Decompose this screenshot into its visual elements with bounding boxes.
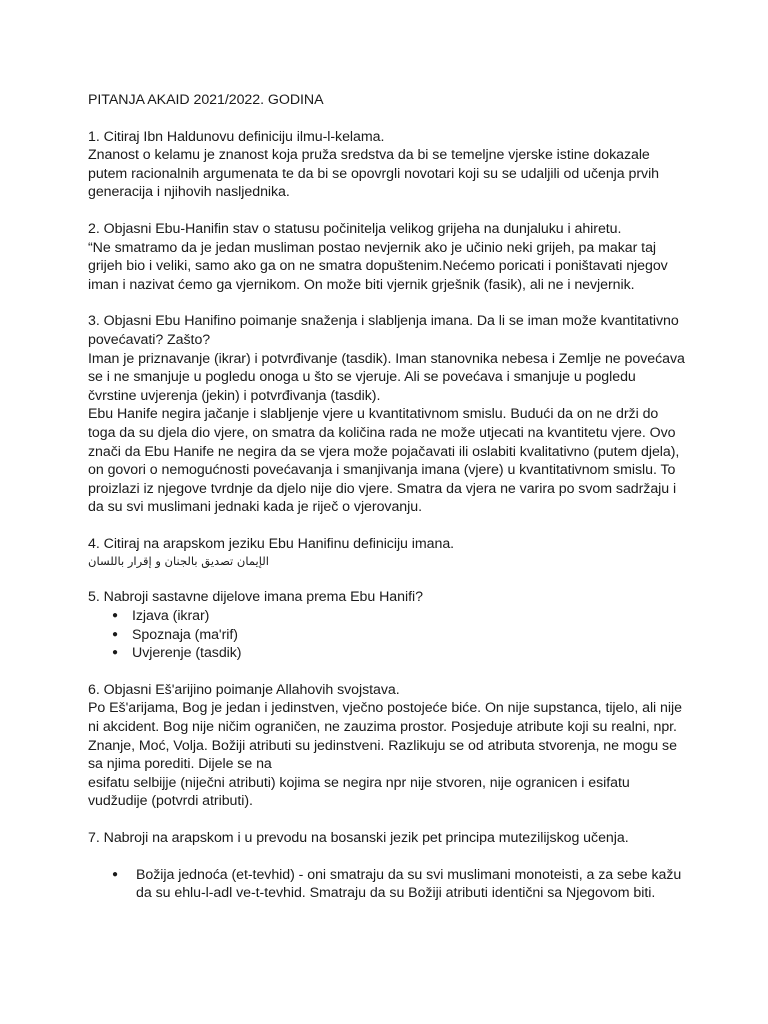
list-item-label: Božija jednoća (et-tevhid) - oni smatraju da su svi muslimani monoteisti, a za sebe kažu da su ehlu-l-adl ve-t-tevhid. Smatraju da su Božiji atributi identični sa Njegovom biti. xyxy=(136,866,682,902)
list-item xyxy=(112,866,688,903)
question-4 xyxy=(88,535,688,571)
document-title: PITANJA AKAID 2021/2022. GODINA xyxy=(88,92,324,108)
question-2 xyxy=(88,220,688,294)
list-item xyxy=(112,607,688,626)
question-5 xyxy=(88,588,688,662)
answer-6-paragraph-2: esifatu selbijje (niječni atributi) kojima se negira npr nije stvoren, nije ogranicen i esifatu vudžudije (potvrdi atributi). xyxy=(88,774,630,810)
list-item-label: Izjava (ikrar) xyxy=(132,608,210,625)
list-item xyxy=(112,644,688,663)
question-5-text: 5. Nabroji sastavne dijelove imana prema Ebu Hanifi? xyxy=(88,589,423,606)
answer-2-text: “Ne smatramo da je jedan musliman postao nevjernik ako je učinio neki grijeh, pa makar taj grijeh bio i veliki, samo ako ga on ne smatra dopuštenim.Nećemo poricati i poništavati njegov iman i nazivat ćemo ga vjernikom. On može biti vjernik grješnik (fasik), ali ne i nevjernik. xyxy=(88,239,668,293)
question-1 xyxy=(88,128,688,202)
question-3 xyxy=(88,312,688,517)
question-7 xyxy=(88,829,688,903)
bullet-icon: ● xyxy=(112,647,118,659)
mutazila-principles-list xyxy=(88,866,688,903)
bullet-icon: ● xyxy=(112,628,118,640)
question-3-text: 3. Objasni Ebu Hanifino poimanje snaženja i slabljenja imana. Da li se iman može kvantitativno povećavati? Zašto? xyxy=(88,313,679,348)
list-item xyxy=(112,626,688,645)
list-item-label: Uvjerenje (tasdik) xyxy=(132,645,242,662)
question-2-text: 2. Objasni Ebu-Hanifin stav o statusu počinitelja velikog grijeha na dunjaluku i ahiretu. xyxy=(88,220,622,237)
iman-components-list xyxy=(88,607,688,663)
question-6-text: 6. Objasni Eš'arijino poimanje Allahovih svojstava. xyxy=(88,681,400,698)
question-7-text: 7. Nabroji na arapskom i u prevodu na bosanski jezik pet principa mutezilijskog učenja. xyxy=(88,830,629,846)
question-1-text: 1. Citiraj Ibn Haldunovu definiciju ilmu-l-kelama. xyxy=(88,128,385,145)
answer-3-paragraph-2: Ebu Hanife negira jačanje i slabljenje vjere u kvantitativnom smislu. Budući da on ne drži do toga da su djela dio vjere, on smatra da količina rada ne može utjecati na kvantitetu vjere. Ovo znači da Ebu Hanife ne negira da se vjera može pojačavati ili oslabiti kvalitativno (putem djela), on govori o nemogućnosti povećavanja i smanjivanja imana (vjere) u kvantitativnom smislu. To proizlazi iz njegove tvrdnje da djelo nije dio vjere. Smatra da vjera ne varira po svom sadržaju i da su svi muslimani jednaki kada je riječ o vjerovanju. xyxy=(88,406,680,516)
question-4-text: 4. Citiraj na arapskom jeziku Ebu Hanifinu definiciju imana. xyxy=(88,535,455,552)
document-page xyxy=(88,91,688,921)
bullet-icon: ● xyxy=(112,610,118,622)
arabic-definition: الإيمان تصديق بالجنان و إقرار باللسان xyxy=(88,554,269,569)
bullet-icon: ● xyxy=(112,868,118,880)
answer-1-text: Znanost o kelamu je znanost koja pruža sredstva da bi se temeljne vjerske istine dokazale putem racionalnih argumenata te da bi se opovrgli novotari koji su se udaljili od učenja prvih generacija i njihovih nasljednika. xyxy=(88,147,660,201)
answer-3-paragraph-1: Iman je priznavanje (ikrar) i potvrđivanje (tasdik). Iman stanovnika nebesa i Zemlje ne povećava se i ne smanjuje u pogledu onoga u što se vjeruje. Ali se povećava i smanjuje u pogledu čvrstine uvjerenja (jekin) i potvrđivanja (tasdik). xyxy=(88,350,685,404)
list-item-label: Spoznaja (ma'rif) xyxy=(132,626,238,643)
question-6 xyxy=(88,681,688,811)
answer-6-paragraph-1: Po Eš'arijama, Bog je jedan i jedinstven, vječno postojeće biće. On nije supstanca, tijelo, ali nije ni akcident. Bog nije ničim ograničen, ne zauzima prostor. Posjeduje atribute koji su realni, npr. Znanje, Moć, Volja. Božiji atributi su jedinstveni. Razlikuju se od atributa stvorenja, ne mogu se sa njima porediti. Dijele se na xyxy=(88,700,682,773)
